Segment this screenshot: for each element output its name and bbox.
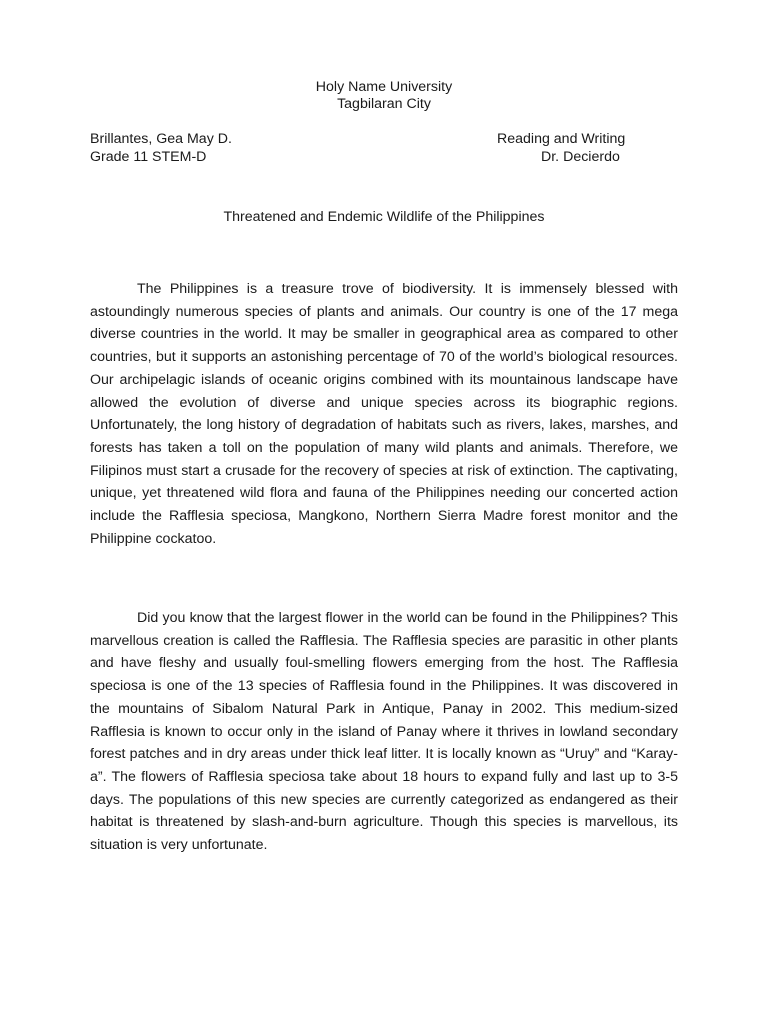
essay-paragraph-1: The Philippines is a treasure trove of biodiversity. It is immensely blessed with astoundingly numerous species of plants and animals. Our country is one of the 17 mega diverse countries in the world. It may be smaller in geographical area as compared to other countries, but it supports an astonishing percentage of 70 of the world’s biological resources. Our archipelagic islands of oceanic origins combined with its mountainous landscape have allowed the evolution of diverse and unique species across its biographic regions. Unfortunately, the long history of degradation of habitats such as rivers, lakes, marshes, and forests has taken a toll on the population of many wild plants and animals. Therefore, we Filipinos must start a crusade for the recovery of species at risk of extinction. The captivating, unique, yet threatened wild flora and fauna of the Philippines needing our concerted action include the Rafflesia speciosa, Mangkono, Northern Sierra Madre forest monitor and the Philippine cockatoo. xyxy=(90,281,678,547)
essay-paragraph-2: Did you know that the largest flower in the world can be found in the Philippines? This marvellous creation is called the Rafflesia. The Rafflesia species are parasitic in other plants and have fleshy and usually foul-smelling flowers emerging from the host. The Rafflesia speciosa is one of the 13 species of Rafflesia found in the Philippines. It was discovered in the mountains of Sibalom Natural Park in Antique, Panay in 2002. This medium-sized Rafflesia is known to occur only in the island of Panay where it thrives in lowland secondary forest patches and in dry areas under thick leaf litter. It is locally known as “Uruy” and “Karay-a”. The flowers of Rafflesia speciosa take about 18 hours to expand fully and last up to 3-5 days. The populations of this new species are currently categorized as endangered as their habitat is threatened by slash-and-burn agriculture. Though this species is marvellous, its situation is very unfortunate. xyxy=(90,610,678,854)
student-name: Brillantes, Gea May D. xyxy=(90,131,232,147)
grade-section: Grade 11 STEM-D xyxy=(90,149,207,165)
city-name: Tagbilaran City xyxy=(337,96,431,112)
university-name: Holy Name University xyxy=(315,79,453,95)
teacher-name: Dr. Decierdo xyxy=(541,149,620,165)
essay-title: Threatened and Endemic Wildlife of the Philippines xyxy=(223,209,545,225)
subject-name: Reading and Writing xyxy=(497,131,626,147)
